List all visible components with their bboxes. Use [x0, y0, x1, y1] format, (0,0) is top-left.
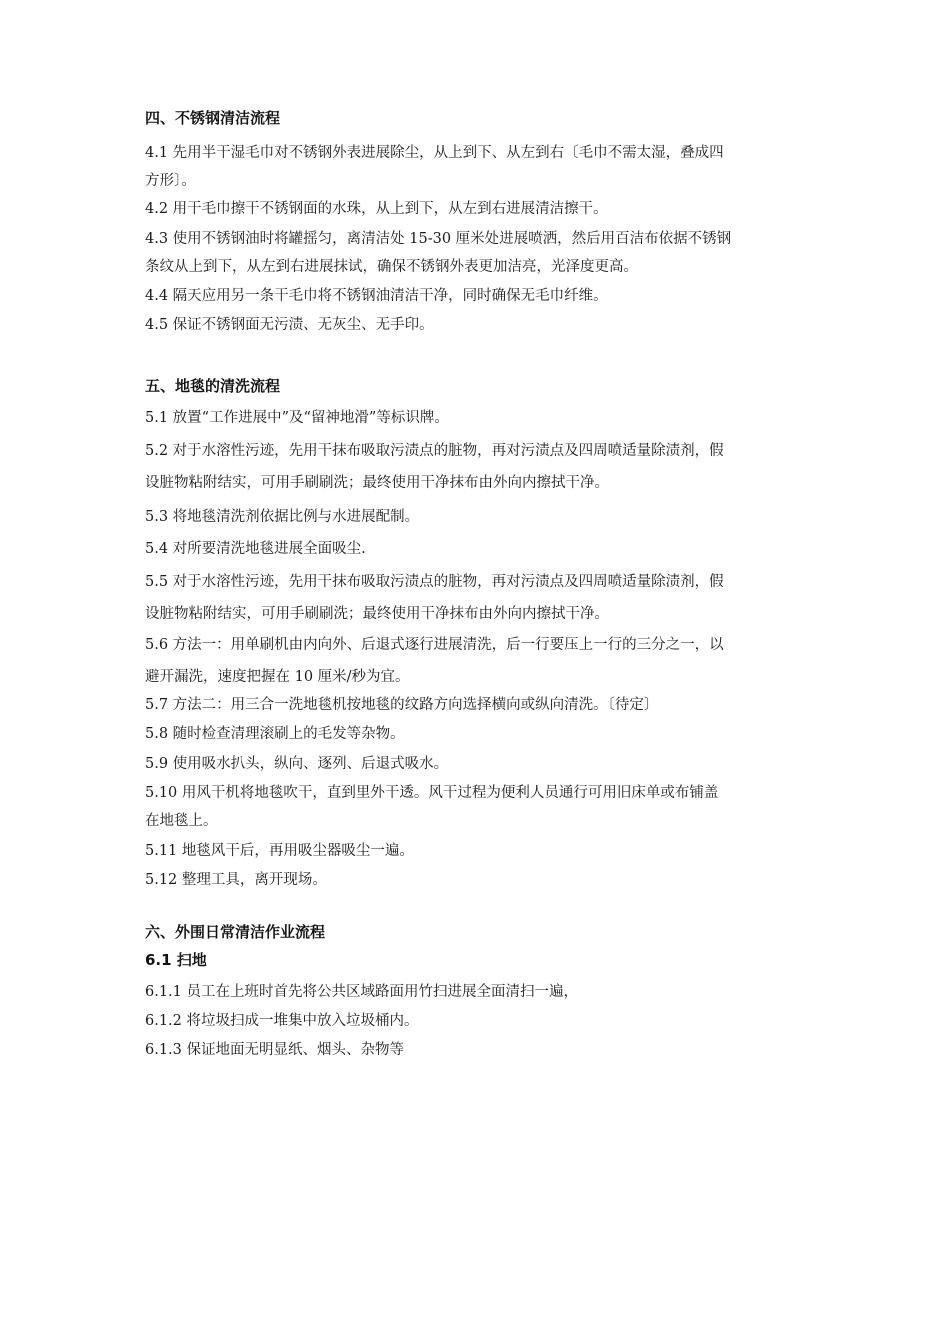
text-line: 5.2 对于水溶性污迹，先用干抹布吸取污渍点的脏物，再对污渍点及四周喷适量除渍剂，假: [145, 443, 724, 459]
list-item: [145, 837, 810, 865]
text-line: 6.1.1 员工在上班时首先将公共区域路面用竹扫进展全面清扫一遍，: [145, 984, 579, 1000]
text-line: 6.1.3 保证地面无明显纸、烟头、杂物等: [145, 1042, 405, 1058]
list-item: [145, 282, 810, 310]
text-line: 避开漏洗，速度把握在 10 厘米/秒为宜。: [145, 669, 410, 685]
section-heading: 五、地毯的清洗流程: [145, 377, 281, 395]
list-item: [145, 750, 810, 778]
text-line: 5.7 方法二：用三合一洗地毯机按地毯的纹路方向选择横向或纵向清洗。〔待定〕: [145, 697, 659, 713]
list-item: [145, 139, 810, 195]
list-item: [145, 629, 810, 693]
list-item: [145, 866, 810, 894]
text-line: 4.1 先用半干湿毛巾对不锈钢外表进展除尘，从上到下、从左到右〔毛巾不需太湿，叠成四: [145, 145, 724, 161]
text-line: 5.5 对于水溶性污迹，先用干抹布吸取污渍点的脏物，再对污渍点及四周喷适量除渍剂，假: [145, 574, 724, 590]
list-item: [145, 691, 810, 719]
list-item: [145, 566, 810, 630]
text-line: 5.11 地毯风干后，再用吸尘器吸尘一遍。: [145, 843, 414, 859]
text-line: 4.3 使用不锈钢油时将罐摇匀，离清洁处 15-30 厘米处进展喷洒，然后用百洁布依据不锈钢: [145, 231, 732, 247]
text-line: 5.6 方法一：用单刷机由内向外、后退式逐行进展清洗，后一行要压上一行的三分之一，以: [145, 637, 724, 653]
list-item: [145, 225, 810, 281]
text-line: 6.1.2 将垃圾扫成一堆集中放入垃圾桶内。: [145, 1013, 419, 1029]
text-line: 5.3 将地毯清洗剂依据比例与水进展配制。: [145, 509, 420, 525]
text-line: 5.12 整理工具，离开现场。: [145, 872, 327, 888]
text-line: 5.9 使用吸水扒头，纵向、逐列、后退式吸水。: [145, 756, 449, 772]
list-item: [145, 779, 810, 835]
section-heading: 四、不锈钢清洁流程: [145, 109, 281, 127]
list-item: [145, 533, 810, 565]
section-heading: 六、外围日常清洁作业流程: [145, 923, 326, 941]
list-item: [145, 501, 810, 533]
list-item: [145, 978, 810, 1006]
list-item: [145, 402, 810, 434]
text-line: 5.1 放置“工作进展中”及“留神地滑”等标识牌。: [145, 410, 449, 426]
text-line: 4.2 用干毛巾擦干不锈钢面的水珠，从上到下，从左到右进展清洁擦干。: [145, 201, 608, 217]
text-line: 方形〕。: [145, 173, 196, 189]
text-line: 条纹从上到下，从左到右进展抹试，确保不锈钢外表更加洁亮，光泽度更高。: [145, 259, 638, 275]
list-item: [145, 311, 810, 339]
text-line: 4.4 隔天应用另一条干毛巾将不锈钢油清洁干净，同时确保无毛巾纤维。: [145, 288, 608, 304]
list-item: [145, 720, 810, 748]
text-line: 在地毯上。: [145, 813, 218, 829]
text-line: 5.10 用风干机将地毯吹干，直到里外干透。风干过程为便利人员通行可用旧床单或布铺盖: [145, 785, 719, 801]
list-item: [145, 1036, 810, 1064]
list-item: [145, 435, 810, 499]
list-item: [145, 1007, 810, 1035]
text-line: 5.4 对所要清洗地毯进展全面吸尘.: [145, 541, 366, 557]
text-line: 设脏物粘附结实，可用手刷刷洗；最终使用干净抹布由外向内擦拭干净。: [145, 475, 609, 491]
text-line: 设脏物粘附结实，可用手刷刷洗；最终使用干净抹布由外向内擦拭干净。: [145, 606, 609, 622]
text-line: 5.8 随时检查清理滚刷上的毛发等杂物。: [145, 726, 405, 742]
list-item: [145, 195, 810, 223]
text-line: 4.5 保证不锈钢面无污渍、无灰尘、无手印。: [145, 317, 434, 333]
subsection-heading: 6.1 扫地: [145, 951, 207, 969]
